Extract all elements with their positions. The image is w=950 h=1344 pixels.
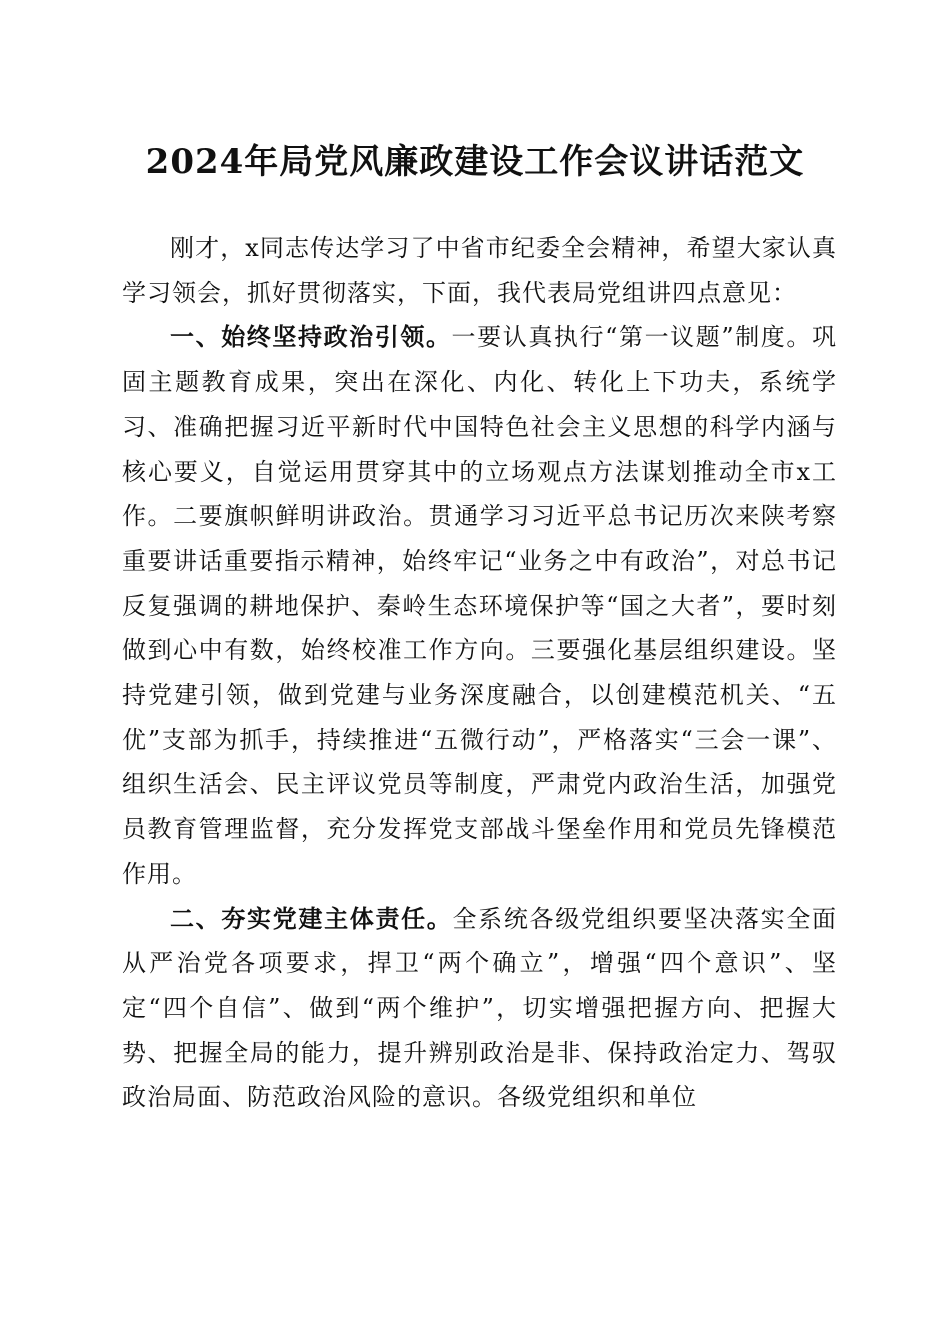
document-title: 2024年局党风廉政建设工作会议讲话范文 xyxy=(145,142,805,182)
section-2-heading: 二、夯实党建主体责任。 xyxy=(170,903,453,933)
document-body xyxy=(122,226,837,1120)
section-2-text: 全系统各级党组织要坚决落实全面从严治党各项要求，捍卫“两个确立”，增强“四个意识”、坚定“四个自信”、做到“两个维护”，切实增强把握方向、把握大势、把握全局的能力，提升辨别政治是非、保持政治定力、驾驭政治局面、防范政治风险的意识。各级党组织和单位 xyxy=(122,904,838,1112)
section-1-paragraph xyxy=(122,315,837,896)
intro-paragraph xyxy=(122,226,837,315)
section-2-paragraph xyxy=(122,897,837,1121)
section-1-heading: 一、始终坚持政治引领。 xyxy=(170,322,452,352)
paragraph-text: 刚才，x同志传达学习了中省市纪委全会精神，希望大家认真学习领会，抓好贯彻落实，下面，我代表局党组讲四点意见： xyxy=(122,234,837,307)
section-1-text: 一要认真执行“第一议题”制度。巩固主题教育成果，突出在深化、内化、转化上下功夫，系统学习、准确把握习近平新时代中国特色社会主义思想的科学内涵与核心要义，自觉运用贯穿其中的立场观点方法谋划推动全市x工作。二要旗帜鲜明讲政治。贯通学习习近平总书记历次来陕考察重要讲话重要指示精神，始终牢记“业务之中有政治”，对总书记反复强调的耕地保护、秦岭生态环境保护等“国之大者”，要时刻做到心中有数，始终校准工作方向。三要强化基层组织建设。坚持党建引领，做到党建与业务深度融合，以创建模范机关、“五优”支部为抓手，持续推进“五微行动”，严格落实“三会一课”、组织生活会、民主评议党员等制度，严肃党内政治生活，加强党员教育管理监督，充分发挥党支部战斗堡垒作用和党员先锋模范作用。 xyxy=(122,323,838,888)
